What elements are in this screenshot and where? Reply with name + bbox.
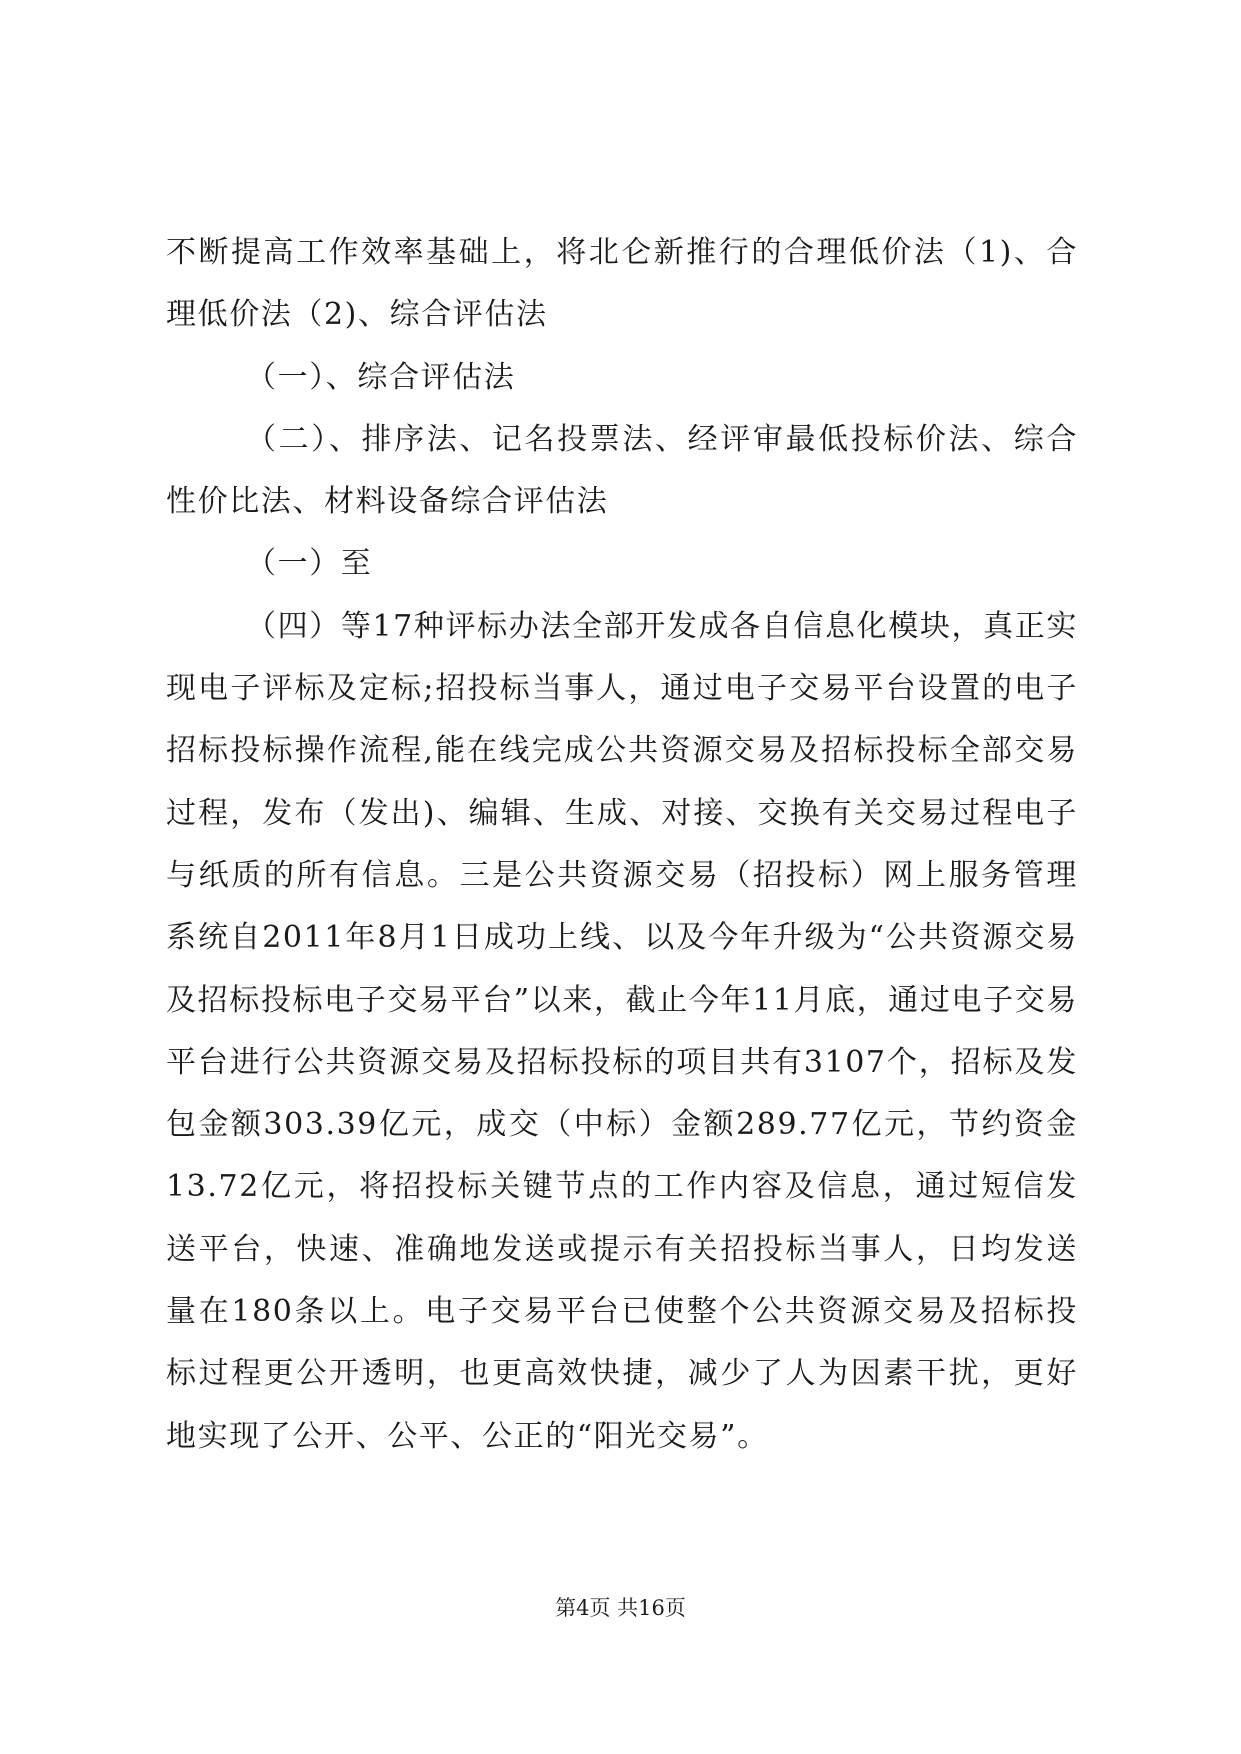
paragraph-item-3: （一）至: [246, 546, 373, 582]
paragraph-item-2: （二）、排序法、记名投票法、经评审最低投标价法、综合性价比法、材料设备综合评估法: [166, 421, 1078, 520]
paragraph-continuation: 不断提高工作效率基础上，将北仑新推行的合理低价法（1)、合理低价法（2)、综合评估法: [166, 235, 1078, 333]
page-number-label: 第4页 共16页: [555, 1596, 686, 1620]
page-footer: [0, 1593, 1241, 1623]
paragraph-item-4: （四）等17种评标办法全部开发成各自信息化模块，真正实现电子评标及定标;招投标当事人，通过电子交易平台设置的电子招标投标操作流程,能在线完成公共资源交易及招标投标全部交易过程，发布（发出)、编辑、生成、对接、交换有关交易过程电子与纸质的所有信息。三是公共资源交易（招投标）网上服务管理系统自2011年8月1日成功上线、以及今年升级为“公共资源交易及招标投标电子交易平台”以来，截止今年11月底，通过电子交易平台进行公共资源交易及招标投标的项目共有3107个，招标及发包金额303.39亿元，成交（中标）金额289.77亿元，节约资金13.72亿元，将招投标关键节点的工作内容及信息，通过短信发送平台，快速、准确地发送或提示有关招投标当事人，日均发送量在180条以上。电子交易平台已使整个公共资源交易及招标投标过程更公开透明，也更高效快捷，减少了人为因素干扰，更好地实现了公开、公平、公正的“阳光交易”。: [166, 608, 1078, 1454]
paragraph-item-1: （一）、综合评估法: [246, 359, 516, 395]
document-body: [166, 222, 1078, 1468]
